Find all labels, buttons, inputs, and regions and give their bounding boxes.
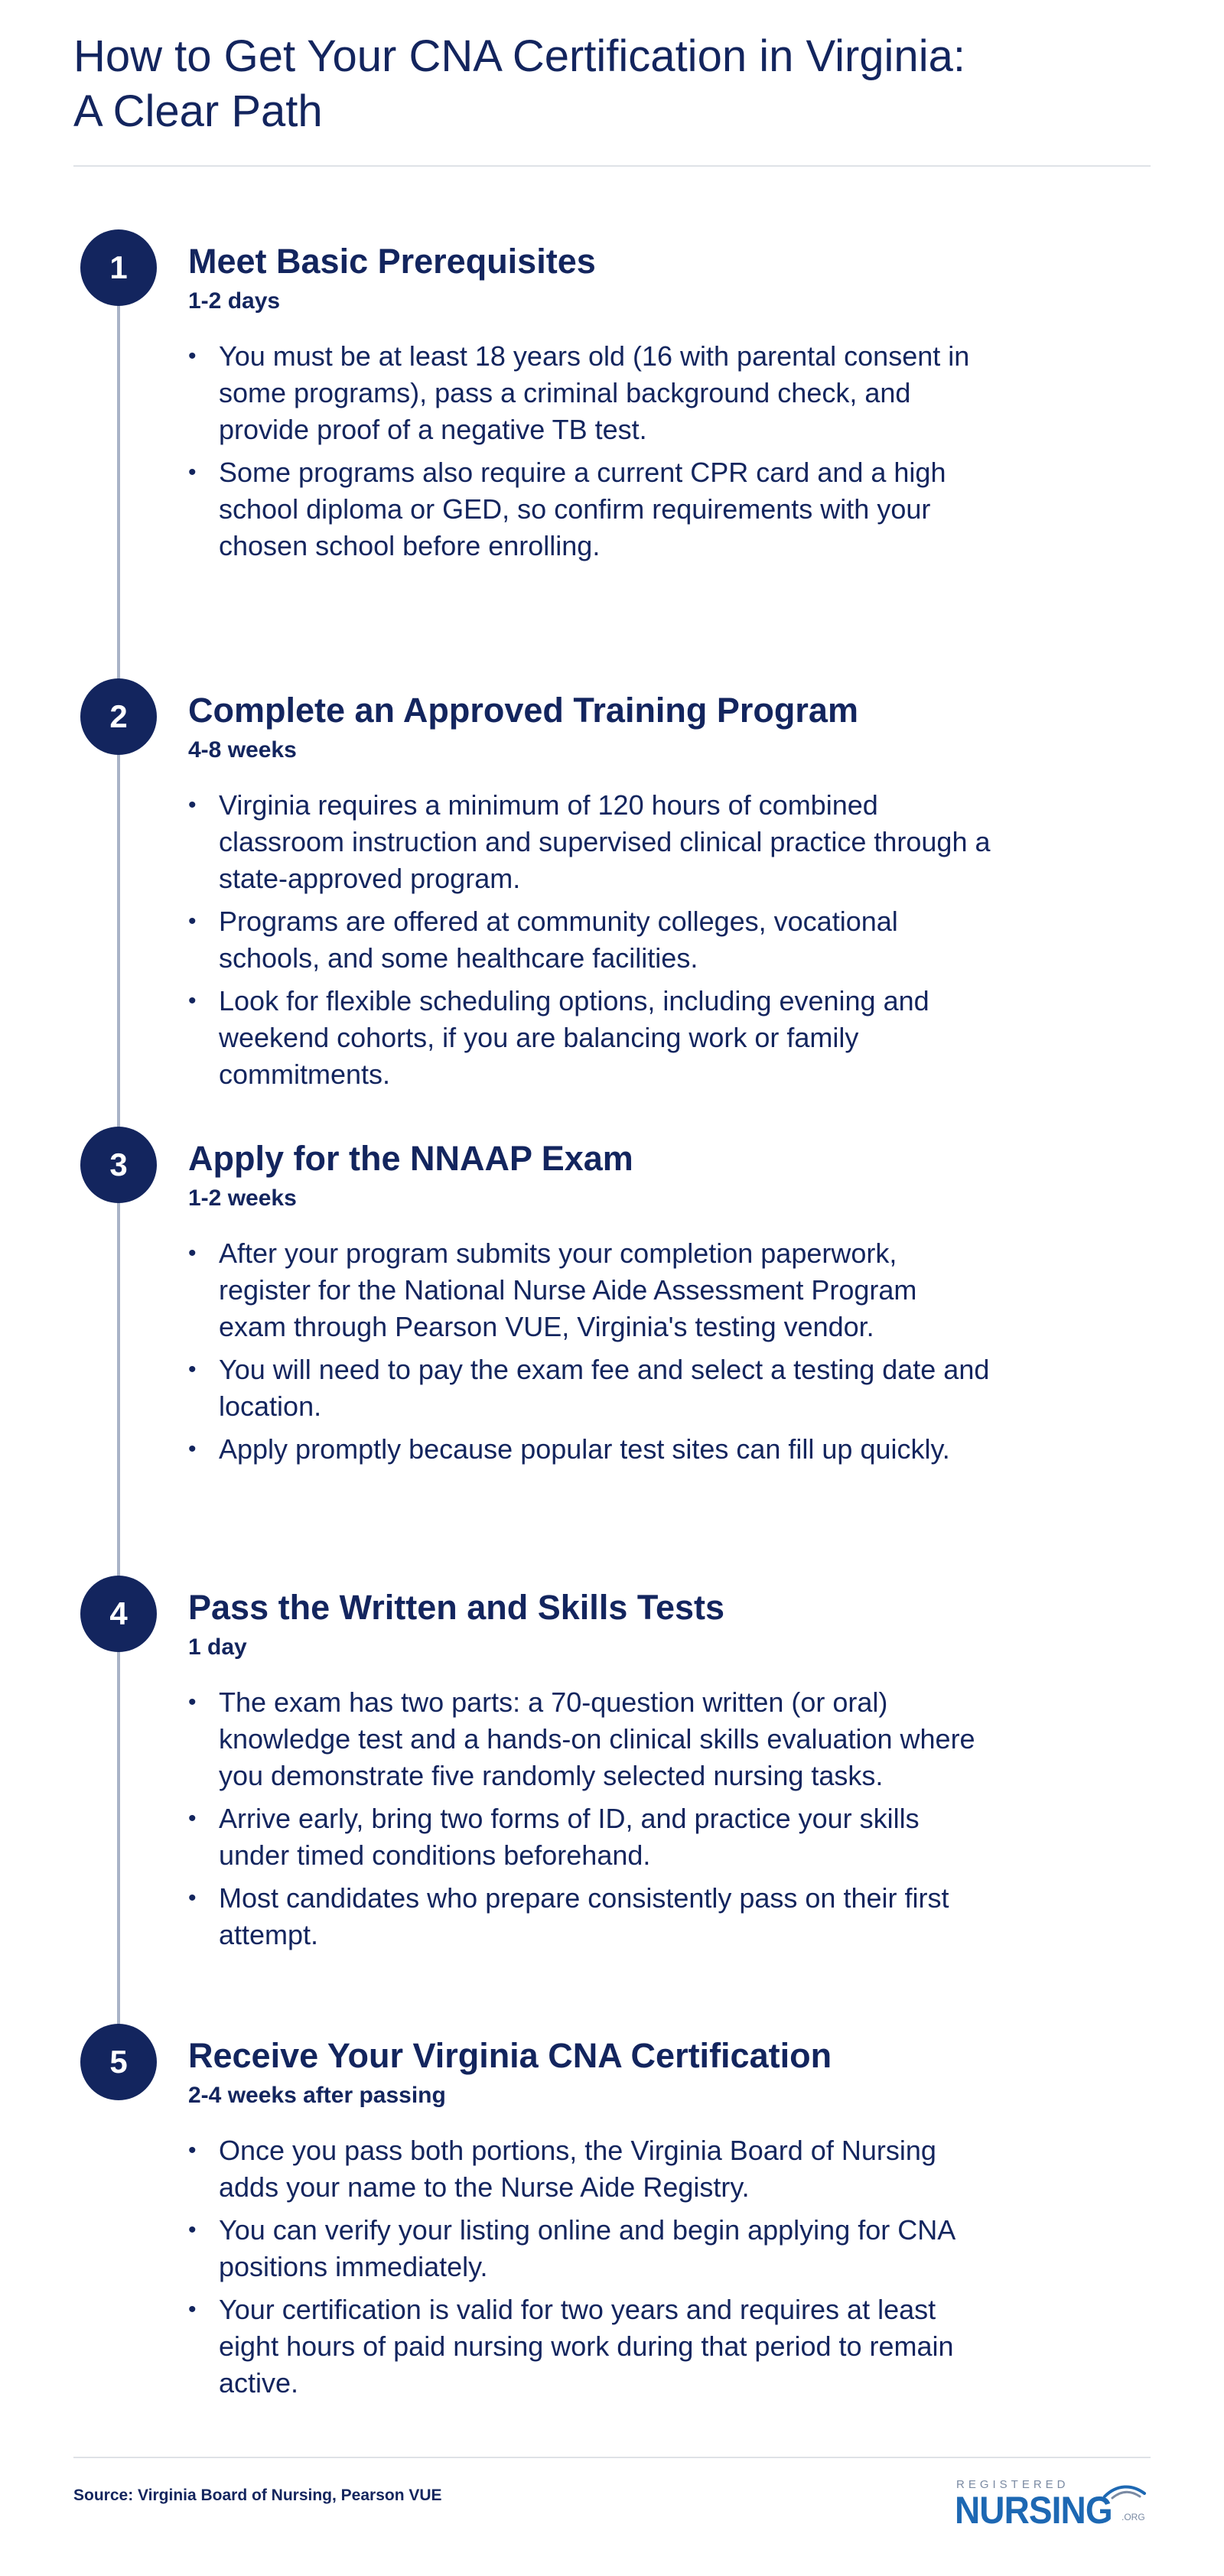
bullet-icon: • <box>188 2297 197 2322</box>
step-content <box>188 1586 991 1960</box>
bullet-icon: • <box>188 1690 197 1715</box>
bullet-list <box>188 787 991 1093</box>
bullet-item <box>188 338 991 448</box>
bullet-text: Virginia requires a minimum of 120 hours of combined classroom instruction and supervised clinical practice through a state-approved program. <box>219 789 991 894</box>
bullet-item <box>188 787 991 897</box>
bullet-item <box>188 903 991 977</box>
step-duration: 1-2 weeks <box>188 1186 297 1211</box>
bullet-text: You will need to pay the exam fee and select a testing date and location. <box>219 1354 990 1422</box>
bullet-list <box>188 1235 991 1468</box>
bullet-item <box>188 1880 991 1953</box>
step-duration: 1-2 days <box>188 288 281 314</box>
bullet-icon: • <box>188 1806 197 1831</box>
bullet-item <box>188 2212 991 2285</box>
bullet-icon: • <box>188 1357 197 1382</box>
bullet-list <box>188 2132 991 2402</box>
bullet-text: Some programs also require a current CPR card and a high school diploma or GED, so confirm requirements with your chosen school before enrolling. <box>219 457 946 561</box>
bullet-text: After your program submits your completion paperwork, register for the National Nurse Aide Assessment Program exam through Pearson VUE, Virginia's testing vendor. <box>219 1238 917 1342</box>
page-title-line1: How to Get Your CNA Certification in Virginia: <box>73 31 965 81</box>
bullet-item <box>188 1800 991 1874</box>
source-note: Source: Virginia Board of Nursing, Pearson VUE <box>73 2487 442 2504</box>
bullet-icon: • <box>188 792 197 818</box>
bullet-text: The exam has two parts: a 70-question written (or oral) knowledge test and a hands-on clinical skills evaluation where you demonstrate five randomly selected nursing tasks. <box>219 1686 975 1791</box>
bullet-item <box>188 1684 991 1794</box>
bullet-icon: • <box>188 1885 197 1911</box>
bullet-text: You must be at least 18 years old (16 with parental consent in some programs), pass a criminal background check, and provide proof of a negative TB test. <box>219 340 970 445</box>
bullet-item <box>188 983 991 1093</box>
step-number: 2 <box>80 678 157 755</box>
bullet-icon: • <box>188 2138 197 2163</box>
page-title <box>73 29 1068 139</box>
bullet-text: Most candidates who prepare consistently pass on their first attempt. <box>219 1882 949 1950</box>
step-duration: 4-8 weeks <box>188 737 297 763</box>
bullet-list <box>188 1684 991 1953</box>
bullet-icon: • <box>188 909 197 934</box>
bullet-icon: • <box>188 2217 197 2243</box>
bullet-item <box>188 454 991 564</box>
step-title: Complete an Approved Training Program <box>188 691 858 730</box>
step-number: 5 <box>80 2024 157 2100</box>
step-title: Receive Your Virginia CNA Certification <box>188 2036 832 2075</box>
step-content <box>188 1137 991 1474</box>
bullet-text: Your certification is valid for two years and requires at least eight hours of paid nursing work during that period to remain active. <box>219 2294 954 2399</box>
step-duration: 2-4 weeks after passing <box>188 2083 446 2108</box>
bullet-list <box>188 338 991 564</box>
bullet-icon: • <box>188 1241 197 1266</box>
logo-swoosh-icon <box>1102 2483 1148 2501</box>
registered-nursing-logo <box>956 2478 1155 2532</box>
step-content <box>188 689 991 1099</box>
bullet-item <box>188 2132 991 2206</box>
header-divider <box>73 165 1151 167</box>
step-title: Apply for the NNAAP Exam <box>188 1139 633 1178</box>
bullet-text: Apply promptly because popular test sites can fill up quickly. <box>219 1433 950 1465</box>
step-duration: 1 day <box>188 1634 247 1660</box>
bullet-icon: • <box>188 460 197 485</box>
bullet-item <box>188 1351 991 1425</box>
step-content <box>188 2034 991 2408</box>
bullet-item <box>188 1431 991 1468</box>
bullet-item <box>188 2291 991 2402</box>
step-title: Pass the Written and Skills Tests <box>188 1588 725 1627</box>
step-number: 1 <box>80 229 157 306</box>
step-title: Meet Basic Prerequisites <box>188 242 596 281</box>
logo-suffix-text: .ORG <box>1121 2512 1145 2522</box>
bullet-icon: • <box>188 343 197 369</box>
page-title-line2: A Clear Path <box>73 86 323 136</box>
footer-divider <box>73 2457 1151 2458</box>
bullet-text: You can verify your listing online and begin applying for CNA positions immediately. <box>219 2214 955 2282</box>
bullet-icon: • <box>188 988 197 1013</box>
bullet-text: Arrive early, bring two forms of ID, and practice your skills under timed conditions beforehand. <box>219 1803 920 1871</box>
bullet-icon: • <box>188 1436 197 1462</box>
logo-top-text: REGISTERED <box>956 2478 1069 2491</box>
bullet-item <box>188 1235 991 1345</box>
bullet-text: Once you pass both portions, the Virginia Board of Nursing adds your name to the Nurse Aide Registry. <box>219 2135 936 2203</box>
step-number: 4 <box>80 1576 157 1652</box>
logo-main-text: NURSING <box>955 2489 1112 2532</box>
step-content <box>188 240 991 571</box>
bullet-text: Programs are offered at community colleges, vocational schools, and some healthcare facilities. <box>219 906 898 974</box>
step-number: 3 <box>80 1127 157 1203</box>
bullet-text: Look for flexible scheduling options, including evening and weekend cohorts, if you are balancing work or family commitments. <box>219 985 929 1090</box>
